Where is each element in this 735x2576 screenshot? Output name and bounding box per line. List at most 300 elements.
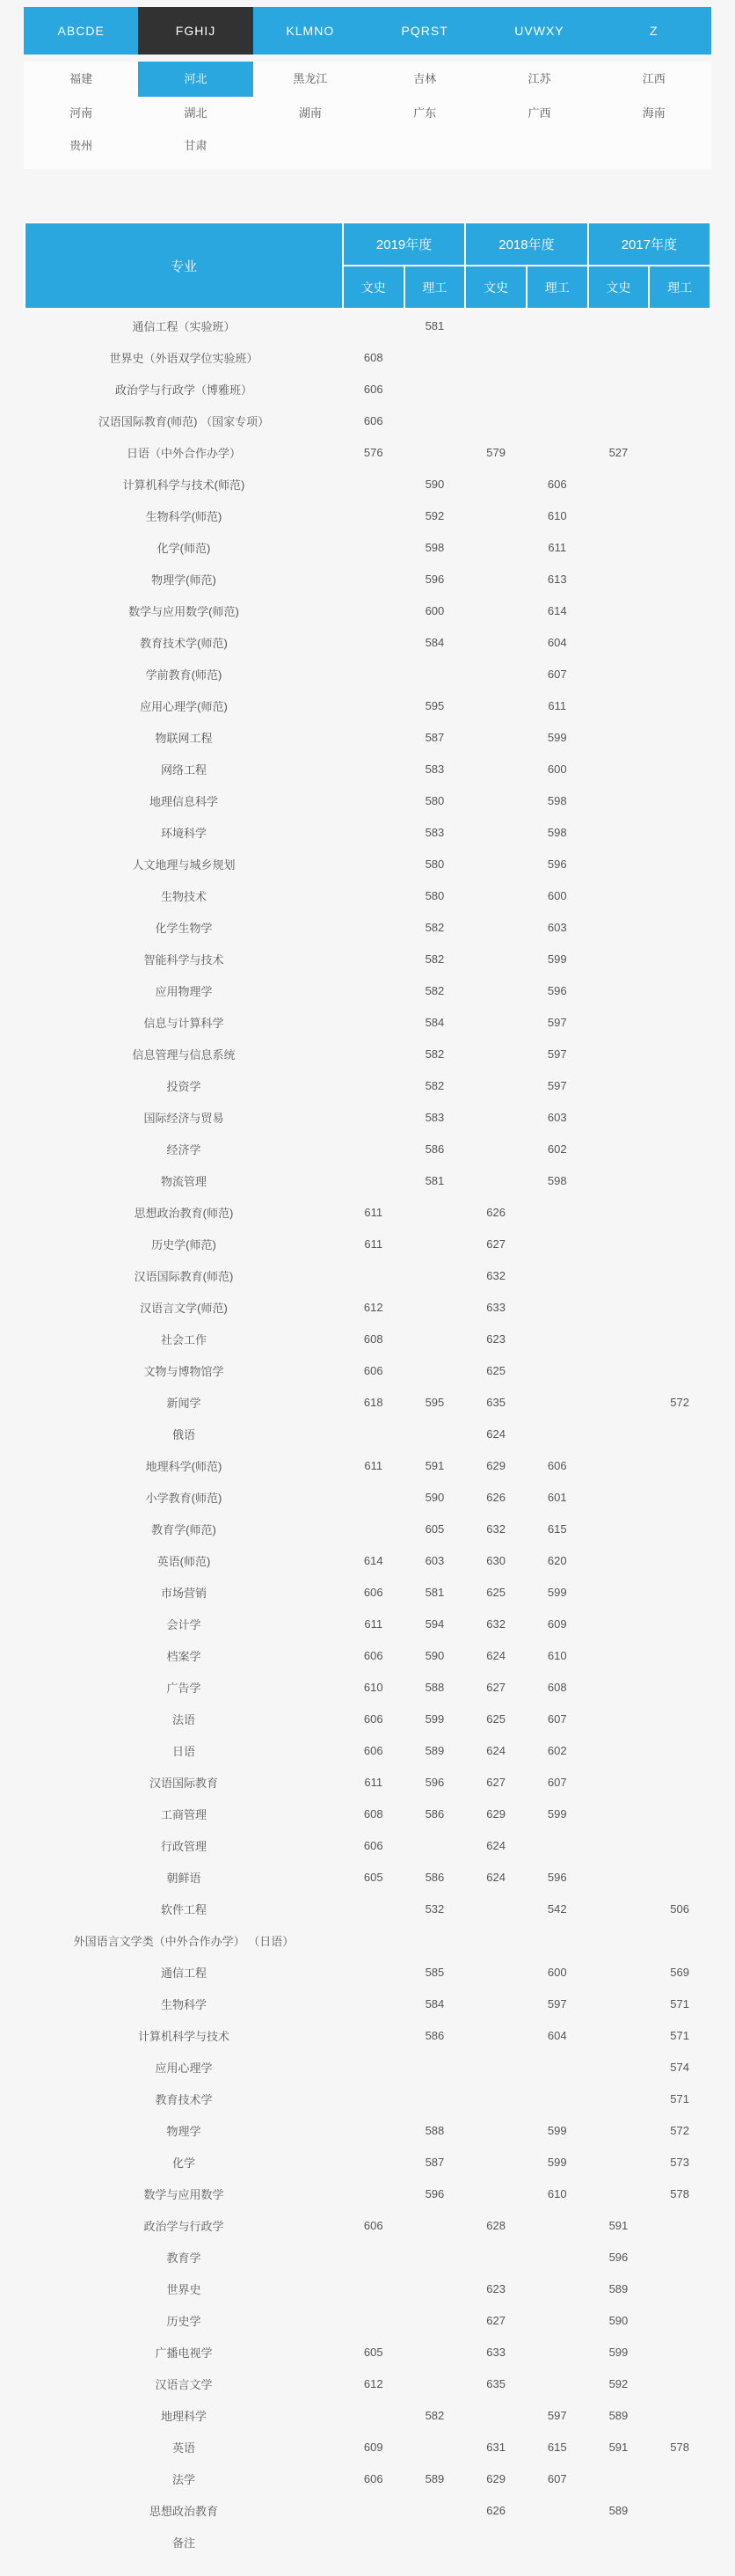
province-tab[interactable]: 江苏	[528, 72, 551, 85]
major-cell: 教育学(师范)	[151, 1522, 216, 1536]
table-row	[25, 1576, 710, 1608]
score-cell	[649, 1513, 710, 1544]
table-row	[25, 2209, 710, 2241]
score-cell: 599	[547, 952, 567, 966]
score-cell	[649, 1829, 710, 1861]
province-tab[interactable]: 河北	[138, 62, 252, 97]
table-row	[25, 436, 710, 468]
score-cell	[343, 1006, 404, 1038]
score-cell: 602	[547, 1142, 567, 1156]
score-cell	[527, 436, 588, 468]
major-cell: 外国语言文学类（中外合作办学） （日语）	[73, 1934, 295, 1948]
table-row	[25, 1544, 710, 1576]
table-row	[25, 1829, 710, 1861]
table-row	[25, 1893, 710, 1924]
score-cell	[465, 1038, 527, 1069]
score-cell	[527, 2526, 588, 2558]
score-cell	[465, 1988, 527, 2019]
major-cell: 日语	[171, 1744, 195, 1758]
score-cell	[649, 1038, 710, 1069]
score-cell	[649, 2494, 710, 2526]
score-cell: 590	[425, 1648, 445, 1662]
score-cell	[465, 531, 527, 563]
major-cell: 档案学	[166, 1649, 201, 1663]
table-row	[25, 1703, 710, 1734]
score-cell: 582	[425, 952, 445, 966]
score-cell: 580	[425, 888, 445, 902]
major-cell: 生物科学	[160, 1997, 207, 2011]
letter-tab[interactable]: KLMNO	[286, 24, 335, 38]
score-cell	[649, 1766, 710, 1798]
major-cell: 市场营销	[160, 1586, 207, 1600]
table-row	[25, 1291, 710, 1323]
score-cell: 572	[670, 1395, 689, 1409]
major-cell: 教育技术学(师范)	[140, 636, 228, 650]
score-cell	[588, 2083, 650, 2114]
major-cell: 新闻学	[166, 1396, 201, 1410]
score-cell	[588, 1133, 650, 1164]
score-cell	[588, 1798, 650, 1829]
table-row	[25, 341, 710, 373]
score-cell	[465, 943, 527, 974]
score-cell: 586	[425, 2028, 445, 2042]
score-cell	[649, 2273, 710, 2304]
major-cell: 备注	[171, 2536, 195, 2550]
score-cell	[527, 1386, 588, 1418]
score-cell: 618	[363, 1395, 383, 1409]
score-cell	[588, 2019, 650, 2051]
score-cell: 606	[547, 477, 567, 491]
score-cell: 629	[486, 1806, 506, 1821]
major-cell: 数学与应用数学	[143, 2187, 224, 2201]
score-cell	[588, 1893, 650, 1924]
score-cell	[404, 1418, 466, 1449]
score-cell	[649, 1164, 710, 1196]
score-cell	[404, 2526, 466, 2558]
score-cell: 606	[363, 2471, 383, 2485]
score-cell: 606	[363, 1363, 383, 1377]
score-cell	[404, 2209, 466, 2241]
score-cell	[588, 1069, 650, 1101]
score-cell: 591	[425, 1458, 445, 1472]
score-cell: 605	[363, 1870, 383, 1884]
sub-header-wenshi: 文史	[588, 266, 650, 309]
province-tab[interactable]: 江西	[642, 72, 666, 85]
score-cell: 584	[425, 1015, 445, 1029]
score-cell	[404, 1196, 466, 1228]
score-cell	[588, 784, 650, 816]
province-tab[interactable]: 湖南	[298, 106, 322, 120]
score-cell	[527, 1354, 588, 1386]
score-cell: 625	[486, 1363, 506, 1377]
score-cell	[588, 1513, 650, 1544]
score-cell	[465, 309, 527, 341]
score-cell	[588, 1006, 650, 1038]
score-cell	[588, 1354, 650, 1386]
score-cell	[404, 2368, 466, 2399]
score-cell	[404, 405, 466, 436]
province-tab[interactable]: 贵州	[69, 139, 93, 152]
major-cell: 数学与应用数学(师范)	[128, 604, 239, 618]
score-cell: 606	[363, 1711, 383, 1726]
score-cell	[343, 1133, 404, 1164]
score-cell	[465, 658, 527, 690]
score-cell	[465, 2399, 527, 2431]
score-cell: 569	[670, 1965, 689, 1979]
score-cell	[465, 2146, 527, 2178]
score-cell	[649, 2304, 710, 2336]
score-cell: 600	[547, 762, 567, 776]
score-cell	[527, 1259, 588, 1291]
score-cell: 608	[363, 1332, 383, 1346]
score-cell	[588, 1481, 650, 1513]
table-row	[25, 2146, 710, 2178]
table-row	[25, 1133, 710, 1164]
score-cell	[343, 753, 404, 784]
score-cell	[588, 2114, 650, 2146]
table-row	[25, 1101, 710, 1133]
score-cell: 605	[363, 2345, 383, 2359]
major-cell: 思想政治教育	[149, 2504, 218, 2518]
score-cell	[465, 690, 527, 721]
score-cell: 615	[547, 1522, 567, 1536]
score-cell: 597	[547, 2408, 567, 2422]
score-cell: 527	[608, 445, 629, 459]
score-cell	[404, 1924, 466, 1956]
major-cell: 汉语言文学	[155, 2377, 213, 2391]
score-cell	[404, 1259, 466, 1291]
score-cell	[649, 1576, 710, 1608]
province-spacer	[597, 129, 711, 162]
province-tab[interactable]: 河南	[69, 106, 93, 120]
score-cell: 615	[547, 2440, 567, 2454]
score-cell: 611	[548, 698, 567, 712]
score-cell: 590	[425, 1490, 445, 1504]
letter-tab[interactable]: ABCDE	[57, 24, 105, 38]
score-cell	[649, 1101, 710, 1133]
score-cell: 589	[608, 2281, 629, 2295]
table-row	[25, 911, 710, 943]
scores-table	[24, 222, 711, 2558]
score-cell	[588, 1323, 650, 1354]
province-tab[interactable]: 吉林	[413, 72, 437, 85]
scores-table-header	[25, 223, 710, 309]
score-cell	[649, 373, 710, 405]
major-cell: 生物技术	[160, 889, 207, 903]
score-cell	[343, 595, 404, 626]
major-cell: 行政管理	[160, 1839, 207, 1853]
letter-tab[interactable]: UVWXY	[514, 24, 564, 38]
score-cell: 603	[547, 1110, 567, 1124]
sub-header-ligong: 理工	[527, 266, 588, 309]
score-cell: 629	[486, 1458, 506, 1472]
province-nav	[24, 62, 711, 169]
score-cell	[649, 974, 710, 1006]
score-cell	[527, 2051, 588, 2083]
score-cell	[649, 721, 710, 753]
score-cell: 571	[670, 2091, 689, 2105]
major-cell: 法语	[171, 1712, 195, 1726]
score-cell	[649, 1608, 710, 1639]
score-cell: 598	[547, 793, 567, 807]
major-cell: 英语(师范)	[156, 1554, 211, 1568]
score-cell: 598	[547, 1173, 567, 1187]
score-cell: 580	[425, 793, 445, 807]
score-cell: 582	[425, 1078, 445, 1092]
score-cell	[343, 563, 404, 595]
score-cell	[649, 879, 710, 911]
score-cell	[343, 1481, 404, 1513]
score-cell: 611	[364, 1205, 383, 1219]
score-cell: 628	[486, 2218, 506, 2232]
major-cell: 物流管理	[160, 1174, 207, 1188]
major-cell: 生物科学(师范)	[145, 509, 222, 523]
table-row	[25, 1988, 710, 2019]
score-cell: 623	[486, 2281, 506, 2295]
table-row	[25, 531, 710, 563]
score-cell	[649, 309, 710, 341]
score-cell	[527, 1924, 588, 1956]
province-tab[interactable]: 海南	[642, 106, 666, 120]
score-cell: 606	[363, 413, 383, 427]
major-cell: 地理科学	[160, 2409, 207, 2423]
page-container	[24, 0, 711, 2558]
score-cell	[649, 341, 710, 373]
major-cell: 工商管理	[160, 1807, 207, 1821]
score-cell: 595	[425, 698, 445, 712]
score-cell	[404, 2051, 466, 2083]
major-cell: 物理学(师范)	[151, 573, 216, 587]
score-cell	[588, 1228, 650, 1259]
score-cell	[649, 500, 710, 531]
score-cell: 607	[547, 1711, 567, 1726]
score-cell: 590	[608, 2313, 629, 2327]
table-row	[25, 1038, 710, 1069]
score-cell	[588, 1576, 650, 1608]
score-cell: 606	[363, 1585, 383, 1599]
score-cell: 608	[363, 350, 383, 364]
score-cell: 599	[547, 2123, 567, 2137]
score-cell: 596	[547, 1870, 567, 1884]
score-cell	[527, 2083, 588, 2114]
score-cell: 626	[486, 1490, 506, 1504]
score-cell: 586	[425, 1142, 445, 1156]
score-cell	[465, 500, 527, 531]
score-cell: 600	[547, 1965, 567, 1979]
score-cell	[343, 1101, 404, 1133]
score-cell: 573	[670, 2155, 689, 2169]
score-cell: 612	[363, 2376, 383, 2390]
major-cell: 应用心理学(师范)	[140, 699, 228, 713]
score-cell	[527, 1228, 588, 1259]
major-cell: 地理科学(师范)	[145, 1459, 222, 1473]
table-row	[25, 2463, 710, 2494]
letter-tab[interactable]: Z	[650, 24, 659, 38]
major-cell: 汉语国际教育	[149, 1776, 218, 1790]
province-tab[interactable]: 甘肃	[184, 139, 207, 152]
score-cell	[649, 1449, 710, 1481]
score-cell	[588, 2051, 650, 2083]
score-cell: 630	[486, 1553, 506, 1567]
major-cell: 应用物理学	[155, 984, 213, 998]
score-cell: 596	[425, 1775, 445, 1789]
score-cell: 586	[425, 1870, 445, 1884]
major-cell: 环境科学	[160, 826, 207, 840]
score-cell: 614	[363, 1553, 383, 1567]
score-cell	[465, 2051, 527, 2083]
score-cell: 602	[547, 1743, 567, 1757]
score-cell	[588, 1703, 650, 1734]
province-tab[interactable]: 福建	[69, 72, 93, 85]
table-row	[25, 1639, 710, 1671]
score-cell	[527, 2304, 588, 2336]
score-cell	[588, 2526, 650, 2558]
table-row	[25, 2114, 710, 2146]
score-cell: 611	[364, 1616, 383, 1631]
score-cell	[404, 1354, 466, 1386]
major-cell: 广播电视学	[155, 2346, 213, 2360]
table-row	[25, 2368, 710, 2399]
score-cell	[649, 1418, 710, 1449]
score-cell	[588, 626, 650, 658]
score-cell	[588, 879, 650, 911]
major-cell: 通信工程	[160, 1966, 207, 1980]
score-cell	[343, 721, 404, 753]
score-cell	[465, 341, 527, 373]
score-cell	[588, 1386, 650, 1418]
score-cell	[465, 1164, 527, 1196]
score-cell: 582	[425, 983, 445, 997]
score-cell	[343, 2114, 404, 2146]
province-tab[interactable]: 湖北	[184, 106, 207, 120]
score-cell	[343, 974, 404, 1006]
score-cell	[343, 2019, 404, 2051]
province-row	[24, 97, 711, 129]
province-row	[24, 62, 711, 97]
table-row	[25, 1449, 710, 1481]
score-cell: 592	[608, 2376, 629, 2390]
table-row	[25, 2431, 710, 2463]
table-row	[25, 1196, 710, 1228]
score-cell	[343, 2273, 404, 2304]
score-cell	[649, 2368, 710, 2399]
score-cell: 599	[547, 2155, 567, 2169]
score-cell: 610	[547, 1648, 567, 1662]
score-cell	[404, 1323, 466, 1354]
score-cell: 611	[364, 1458, 383, 1472]
score-cell	[343, 2494, 404, 2526]
score-cell	[404, 2336, 466, 2368]
score-cell	[404, 658, 466, 690]
score-cell: 571	[670, 2028, 689, 2042]
province-tab[interactable]: 广西	[528, 106, 551, 120]
table-row	[25, 2273, 710, 2304]
score-cell: 578	[670, 2440, 689, 2454]
score-cell	[649, 1291, 710, 1323]
score-cell: 599	[547, 1585, 567, 1599]
score-cell	[588, 1956, 650, 1988]
score-cell: 588	[425, 1680, 445, 1694]
score-cell: 584	[425, 1996, 445, 2010]
province-tab[interactable]: 广东	[413, 106, 437, 120]
score-cell: 606	[363, 2218, 383, 2232]
province-tab[interactable]: 黑龙江	[293, 72, 328, 85]
score-cell	[588, 341, 650, 373]
score-cell	[588, 721, 650, 753]
score-cell: 606	[363, 1648, 383, 1662]
score-cell	[343, 1893, 404, 1924]
score-cell: 506	[670, 1901, 689, 1916]
table-row	[25, 500, 710, 531]
score-cell	[588, 1544, 650, 1576]
score-cell: 587	[425, 2155, 445, 2169]
score-cell	[649, 531, 710, 563]
score-cell	[649, 690, 710, 721]
score-cell	[649, 943, 710, 974]
major-cell: 政治学与行政学（博雅班）	[114, 383, 252, 397]
sub-header-wenshi: 文史	[465, 266, 527, 309]
sub-header-ligong: 理工	[404, 266, 466, 309]
major-cell: 计算机科学与技术(师范)	[122, 478, 245, 492]
score-cell	[649, 1133, 710, 1164]
score-cell	[588, 690, 650, 721]
score-cell	[649, 2463, 710, 2494]
table-row	[25, 1861, 710, 1893]
major-cell: 信息管理与信息系统	[132, 1047, 236, 1062]
score-cell: 582	[425, 2408, 445, 2422]
major-cell: 朝鲜语	[166, 1871, 201, 1885]
score-cell: 610	[547, 2186, 567, 2200]
score-cell	[649, 848, 710, 879]
score-cell	[404, 373, 466, 405]
score-cell: 624	[486, 1838, 506, 1852]
score-cell	[588, 974, 650, 1006]
score-cell: 608	[363, 1806, 383, 1821]
score-cell	[404, 2273, 466, 2304]
score-cell	[649, 1734, 710, 1766]
score-cell: 591	[608, 2440, 629, 2454]
table-row	[25, 2526, 710, 2558]
score-cell	[649, 626, 710, 658]
letter-tab[interactable]: PQRST	[401, 24, 448, 38]
major-cell: 会计学	[166, 1617, 201, 1631]
score-cell	[343, 2241, 404, 2273]
table-row	[25, 2241, 710, 2273]
score-cell: 610	[547, 508, 567, 522]
table-row	[25, 405, 710, 436]
score-cell: 624	[486, 1870, 506, 1884]
letter-tabs	[24, 7, 711, 55]
score-cell	[588, 1734, 650, 1766]
score-cell: 627	[486, 1680, 506, 1694]
score-cell: 597	[547, 1015, 567, 1029]
score-cell	[404, 2304, 466, 2336]
score-cell: 605	[425, 1522, 445, 1536]
score-cell: 597	[547, 1078, 567, 1092]
score-cell: 632	[486, 1268, 506, 1282]
score-cell	[343, 1924, 404, 1956]
score-cell: 620	[547, 1553, 567, 1567]
score-cell	[649, 911, 710, 943]
score-cell	[588, 1988, 650, 2019]
major-cell: 网络工程	[160, 763, 207, 777]
table-row	[25, 1671, 710, 1703]
score-cell	[343, 1069, 404, 1101]
score-cell: 635	[486, 2376, 506, 2390]
score-cell	[404, 2241, 466, 2273]
letter-tab[interactable]: FGHIJ	[138, 7, 252, 55]
table-row	[25, 1259, 710, 1291]
